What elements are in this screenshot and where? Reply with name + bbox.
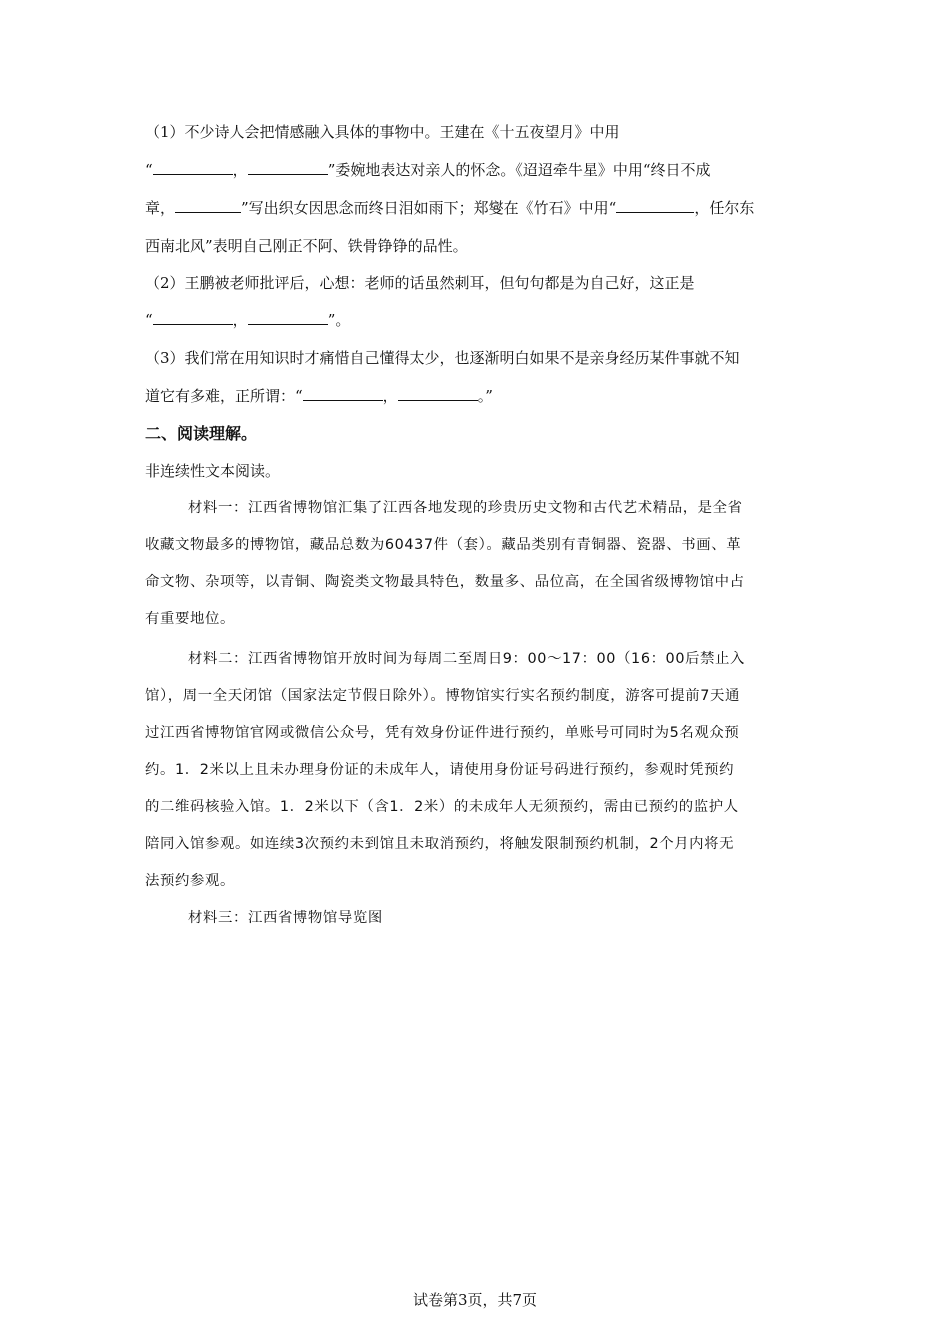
material2-line: 材料二：江西省博物馆开放时间为每周二至周日9：00～17：00（16：00后禁止入	[188, 651, 746, 667]
material1-line: 命文物、杂项等，以青铜、陶瓷类文物最具特色，数量多、品位高，在全国省级博物馆中占	[145, 574, 745, 590]
material1-line: 收藏文物最多的博物馆，藏品总数为60437件（套）。藏品类别有青铜器、瓷器、书画、革	[145, 537, 742, 553]
answer-blank[interactable]	[616, 198, 694, 213]
answer-blank[interactable]	[153, 310, 233, 325]
section-subtitle: 非连续性文本阅读。	[145, 462, 281, 480]
quote-close: ”。	[327, 311, 351, 329]
material2-line: 的二维码核验入馆。1．2米以下（含1．2米）的未成年人无须预约，需由已预约的监护人	[145, 799, 739, 815]
q1-text: 章，	[145, 199, 176, 217]
material2-line: 约。1．2米以上且未办理身份证的未成年人，请使用身份证号码进行预约，参观时凭预约	[145, 762, 735, 778]
q3-line-1	[145, 348, 740, 368]
answer-blank[interactable]	[248, 310, 328, 325]
q3-text: （3）我们常在用知识时才痛惜自己懂得太少，也逐渐明白如果不是亲身经历某件事就不知	[145, 349, 740, 367]
material2-line: 馆），周一全天闭馆（国家法定节假日除外）。博物馆实行实名预约制度，游客可提前7天通	[145, 688, 740, 704]
q3-line-2	[145, 386, 493, 406]
answer-blank[interactable]	[303, 386, 383, 401]
answer-blank[interactable]	[398, 386, 478, 401]
material1-line: 材料一：江西省博物馆汇集了江西各地发现的珍贵历史文物和古代艺术精品，是全省	[188, 500, 743, 516]
q1-line-4	[145, 236, 468, 256]
q2-line-1	[145, 273, 695, 293]
material2-line: 陪同入馆参观。如连续3次预约未到馆且未取消预约，将触发限制预约机制，2个月内将无	[145, 836, 735, 852]
quote-open: “	[145, 311, 153, 329]
q3-text: 道它有多难，正所谓：“	[145, 387, 303, 405]
comma: ，	[232, 161, 248, 179]
q2-text: （2）王鹏被老师批评后，心想：老师的话虽然刺耳，但句句都是为自己好，这正是	[145, 274, 695, 292]
answer-blank[interactable]	[153, 160, 233, 175]
answer-blank[interactable]	[248, 160, 328, 175]
q1-text: ”委婉地表达对亲人的怀念。《迢迢牵牛星》中用“终日不成	[327, 161, 711, 179]
comma: ，	[382, 387, 398, 405]
material2-line: 法预约参观。	[145, 873, 235, 889]
page-number: 试卷第3页，共7页	[412, 1291, 538, 1309]
material1-line: 有重要地位。	[145, 611, 235, 627]
q1-line-2	[145, 160, 711, 180]
q1-text: ”写出织女因思念而终日泪如雨下；郑燮在《竹石》中用“	[241, 199, 617, 217]
q1-text: 西南北风”表明自己刚正不阿、铁骨铮铮的品性。	[145, 237, 468, 255]
q1-text: ，任尔东	[694, 199, 755, 217]
q1-line-1	[145, 122, 620, 142]
q1-text: （1）不少诗人会把情感融入具体的事物中。王建在《十五夜望月》中用	[145, 123, 620, 141]
quote-close: 。”	[477, 387, 493, 405]
quote-open: “	[145, 161, 153, 179]
material2-line: 过江西省博物馆官网或微信公众号，凭有效身份证件进行预约，单账号可同时为5名观众预	[145, 725, 740, 741]
section-heading: 二、阅读理解。	[145, 424, 258, 443]
answer-blank[interactable]	[175, 198, 241, 213]
q1-line-3	[145, 198, 754, 218]
q2-line-2	[145, 310, 350, 330]
comma: ，	[232, 311, 248, 329]
material3-title: 材料三：江西省博物馆导览图	[188, 910, 383, 926]
